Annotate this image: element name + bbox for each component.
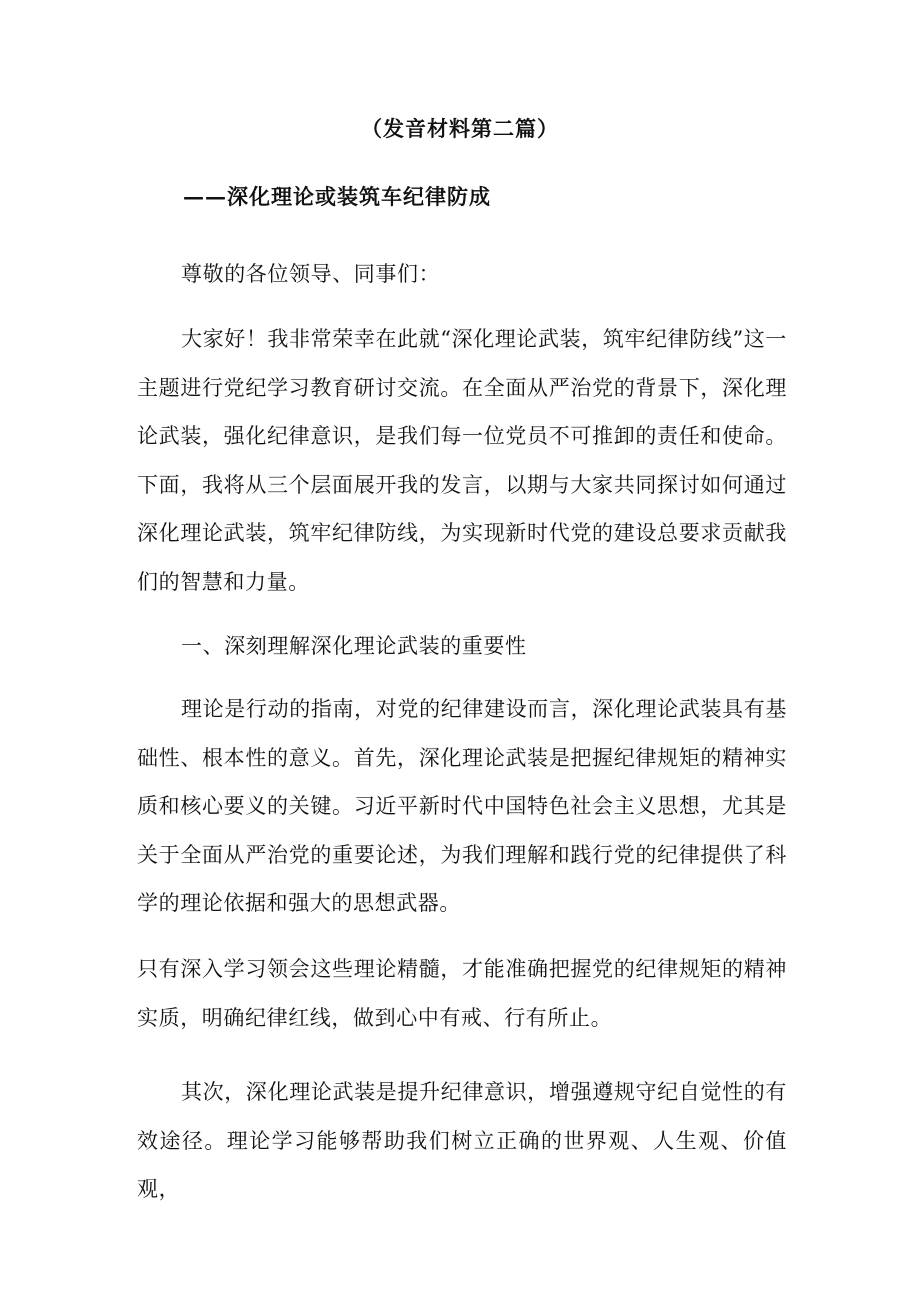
document-subtitle: ——深化理论或装筑车纪律防成 <box>183 184 491 209</box>
theory-paragraph: 理论是行动的指南，对党的纪律建设而言，深化理论武装具有基础性、根本性的意义。首先，深化理论武装是把握纪律规矩的精神实质和核心要义的关键。习近平新时代中国特色社会主义思想，尤其是关于全面从严治党的重要论述，为我们理解和践行党的纪律提供了科学的理论依据和强大的思想武器。 <box>137 697 787 915</box>
section-heading-one: 一、深刻理解深化理论武装的重要性 <box>181 634 527 658</box>
greeting-paragraph: 尊敬的各位领导、同事们： <box>181 262 441 286</box>
intro-paragraph: 大家好！我非常荣幸在此就“深化理论武装，筑牢纪律防线”这一主题进行党纪学习教育研讨交流。在全面从严治党的背景下，深化理论武装，强化纪律意识，是我们每一位党员不可推卸的责任和使命。下面，我将从三个层面展开我的发言，以期与大家共同探讨如何通过深化理论武装，筑牢纪律防线，为实现新时代党的建设总要求贡献我们的智慧和力量。 <box>137 327 787 594</box>
second-point-paragraph: 其次，深化理论武装是提升纪律意识，增强遵规守纪自觉性的有效途径。理论学习能够帮助我们树立正确的世界观、人生观、价值观， <box>137 1080 787 1201</box>
only-by-paragraph: 只有深入学习领会这些理论精髓，才能准确把握党的纪律规矩的精神实质，明确纪律红线，做到心中有戒、行有所止。 <box>137 957 787 1030</box>
document-title: （发音材料第二篇） <box>361 116 559 141</box>
